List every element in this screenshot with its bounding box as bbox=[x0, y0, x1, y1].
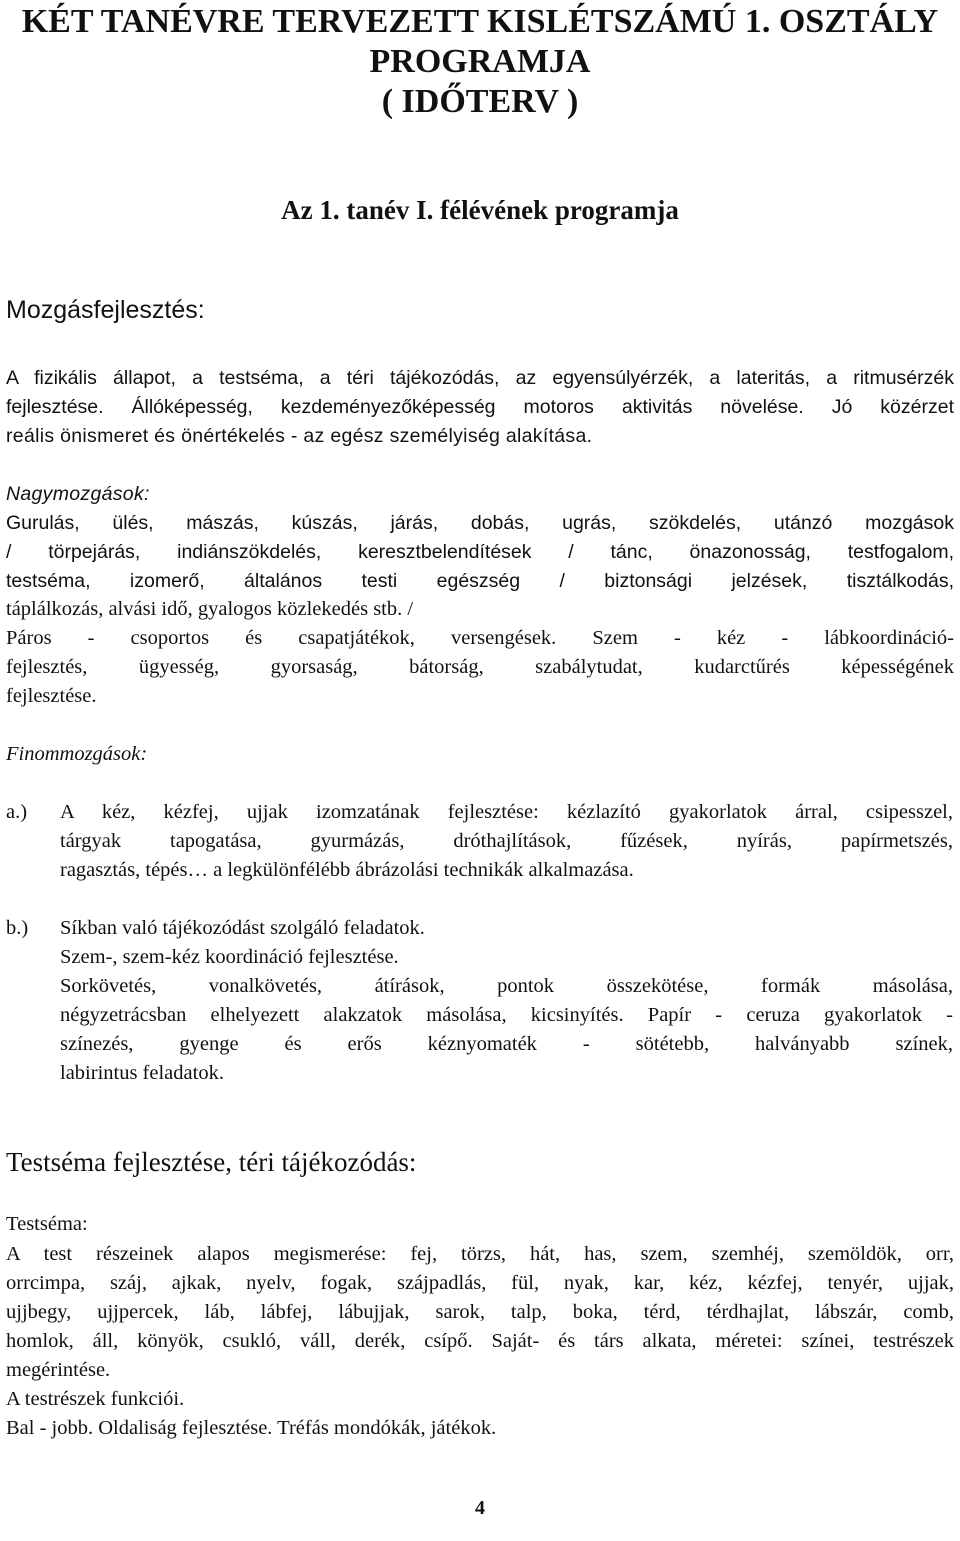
nagymozgasok-line-5: Páros - csoportos és csapatjátékok, versengések. Szem - kéz - lábkoordináció- bbox=[6, 627, 954, 649]
testsema-line-3: ujjbegy, ujjpercek, láb, lábfej, lábujjak, sarok, talp, boka, térd, térdhajlat, lábszár, comb, bbox=[6, 1301, 954, 1323]
testsema-line-1: A test részeinek alapos megismerése: fej, törzs, hát, has, szem, szemhéj, szemöldök, orr, bbox=[6, 1243, 954, 1265]
nagymozgasok-line-4: táplálkozás, alvási idő, gyalogos közlekedés stb. / bbox=[6, 598, 414, 620]
document-title-line-3: ( IDŐTERV ) bbox=[381, 83, 579, 120]
finom-a-line-3: ragasztás, tépés… a legkülönfélébb ábrázolási technikák alkalmazása. bbox=[60, 859, 634, 881]
intro-line-2: fejlesztése. Állóképesség, kezdeményezőképesség motoros aktivitás növelése. Jó közérzet bbox=[6, 396, 954, 418]
finom-b-line-1: Síkban való tájékozódást szolgáló feladatok. bbox=[60, 917, 425, 939]
document-title-line-2: PROGRAMJA bbox=[369, 43, 591, 80]
subheading-testsema: Testséma: bbox=[6, 1213, 88, 1235]
testsema-line-2: orrcimpa, száj, ajkak, nyelv, fogak, szájpadlás, fül, nyak, kar, kéz, kézfej, tenyér, ujjak, bbox=[6, 1272, 954, 1294]
testsema-line-7: Bal - jobb. Oldaliság fejlesztése. Tréfás mondókák, játékok. bbox=[6, 1417, 497, 1439]
nagymozgasok-line-3: testséma, izomerő, általános testi egészség / biztonsági jelzések, tisztálkodás, bbox=[6, 570, 954, 592]
intro-line-1: A fizikális állapot, a testséma, a téri tájékozódás, az egyensúlyérzék, a lateritás, a ritmusérzék bbox=[6, 367, 954, 389]
nagymozgasok-line-2: / törpejárás, indiánszökdelés, keresztbelendítések / tánc, önazonosság, testfogalom, bbox=[6, 541, 954, 563]
finom-b-line-2: Szem-, szem-kéz koordináció fejlesztése. bbox=[60, 946, 399, 968]
finom-b-line-3: Sorkövetés, vonalkövetés, átírások, pontok összekötése, formák másolása, bbox=[60, 975, 953, 997]
document-title-line-1: KÉT TANÉVRE TERVEZETT KISLÉTSZÁMÚ 1. OSZTÁLY bbox=[21, 3, 939, 40]
page-number: 4 bbox=[475, 1497, 485, 1519]
section-heading-testsema: Testséma fejlesztése, téri tájékozódás: bbox=[6, 1147, 417, 1177]
list-marker-b: b.) bbox=[6, 917, 29, 939]
intro-line-3: reális önismeret és önértékelés - az egész személyiség alakítása. bbox=[6, 425, 593, 447]
finom-b-line-5: színezés, gyenge és erős kéznyomaték - sötétebb, halványabb színek, bbox=[60, 1033, 953, 1055]
nagymozgasok-line-1: Gurulás, ülés, mászás, kúszás, járás, dobás, ugrás, szökdelés, utánzó mozgások bbox=[6, 512, 954, 534]
finom-a-line-1: A kéz, kézfej, ujjak izomzatának fejlesztése: kézlazító gyakorlatok árral, csipesszel, bbox=[60, 801, 953, 823]
subheading-finommozgasok: Finommozgások: bbox=[6, 743, 148, 765]
finom-b-line-6: labirintus feladatok. bbox=[60, 1062, 224, 1084]
nagymozgasok-line-6: fejlesztés, ügyesség, gyorsaság, bátorság, szabálytudat, kudarctűrés képességének bbox=[6, 656, 954, 678]
section-heading-mozgasfejlesztes: Mozgásfejlesztés: bbox=[6, 296, 205, 324]
nagymozgasok-line-7: fejlesztése. bbox=[6, 685, 97, 707]
testsema-line-6: A testrészek funkciói. bbox=[6, 1388, 185, 1410]
testsema-line-5: megérintése. bbox=[6, 1359, 111, 1381]
list-marker-a: a.) bbox=[6, 801, 28, 823]
finom-b-line-4: négyzetrácsban elhelyezett alakzatok másolása, kicsinyítés. Papír - ceruza gyakorlatok - bbox=[60, 1004, 953, 1026]
document-subtitle: Az 1. tanév I. félévének programja bbox=[281, 195, 679, 225]
testsema-line-4: homlok, áll, könyök, csukló, váll, derék, csípő. Saját- és társ alkata, méretei: színei, testrészek bbox=[6, 1330, 954, 1352]
finom-a-line-2: tárgyak tapogatása, gyurmázás, dróthajlítások, fűzések, nyírás, papírmetszés, bbox=[60, 830, 953, 852]
subheading-nagymozgasok: Nagymozgások: bbox=[6, 483, 150, 505]
